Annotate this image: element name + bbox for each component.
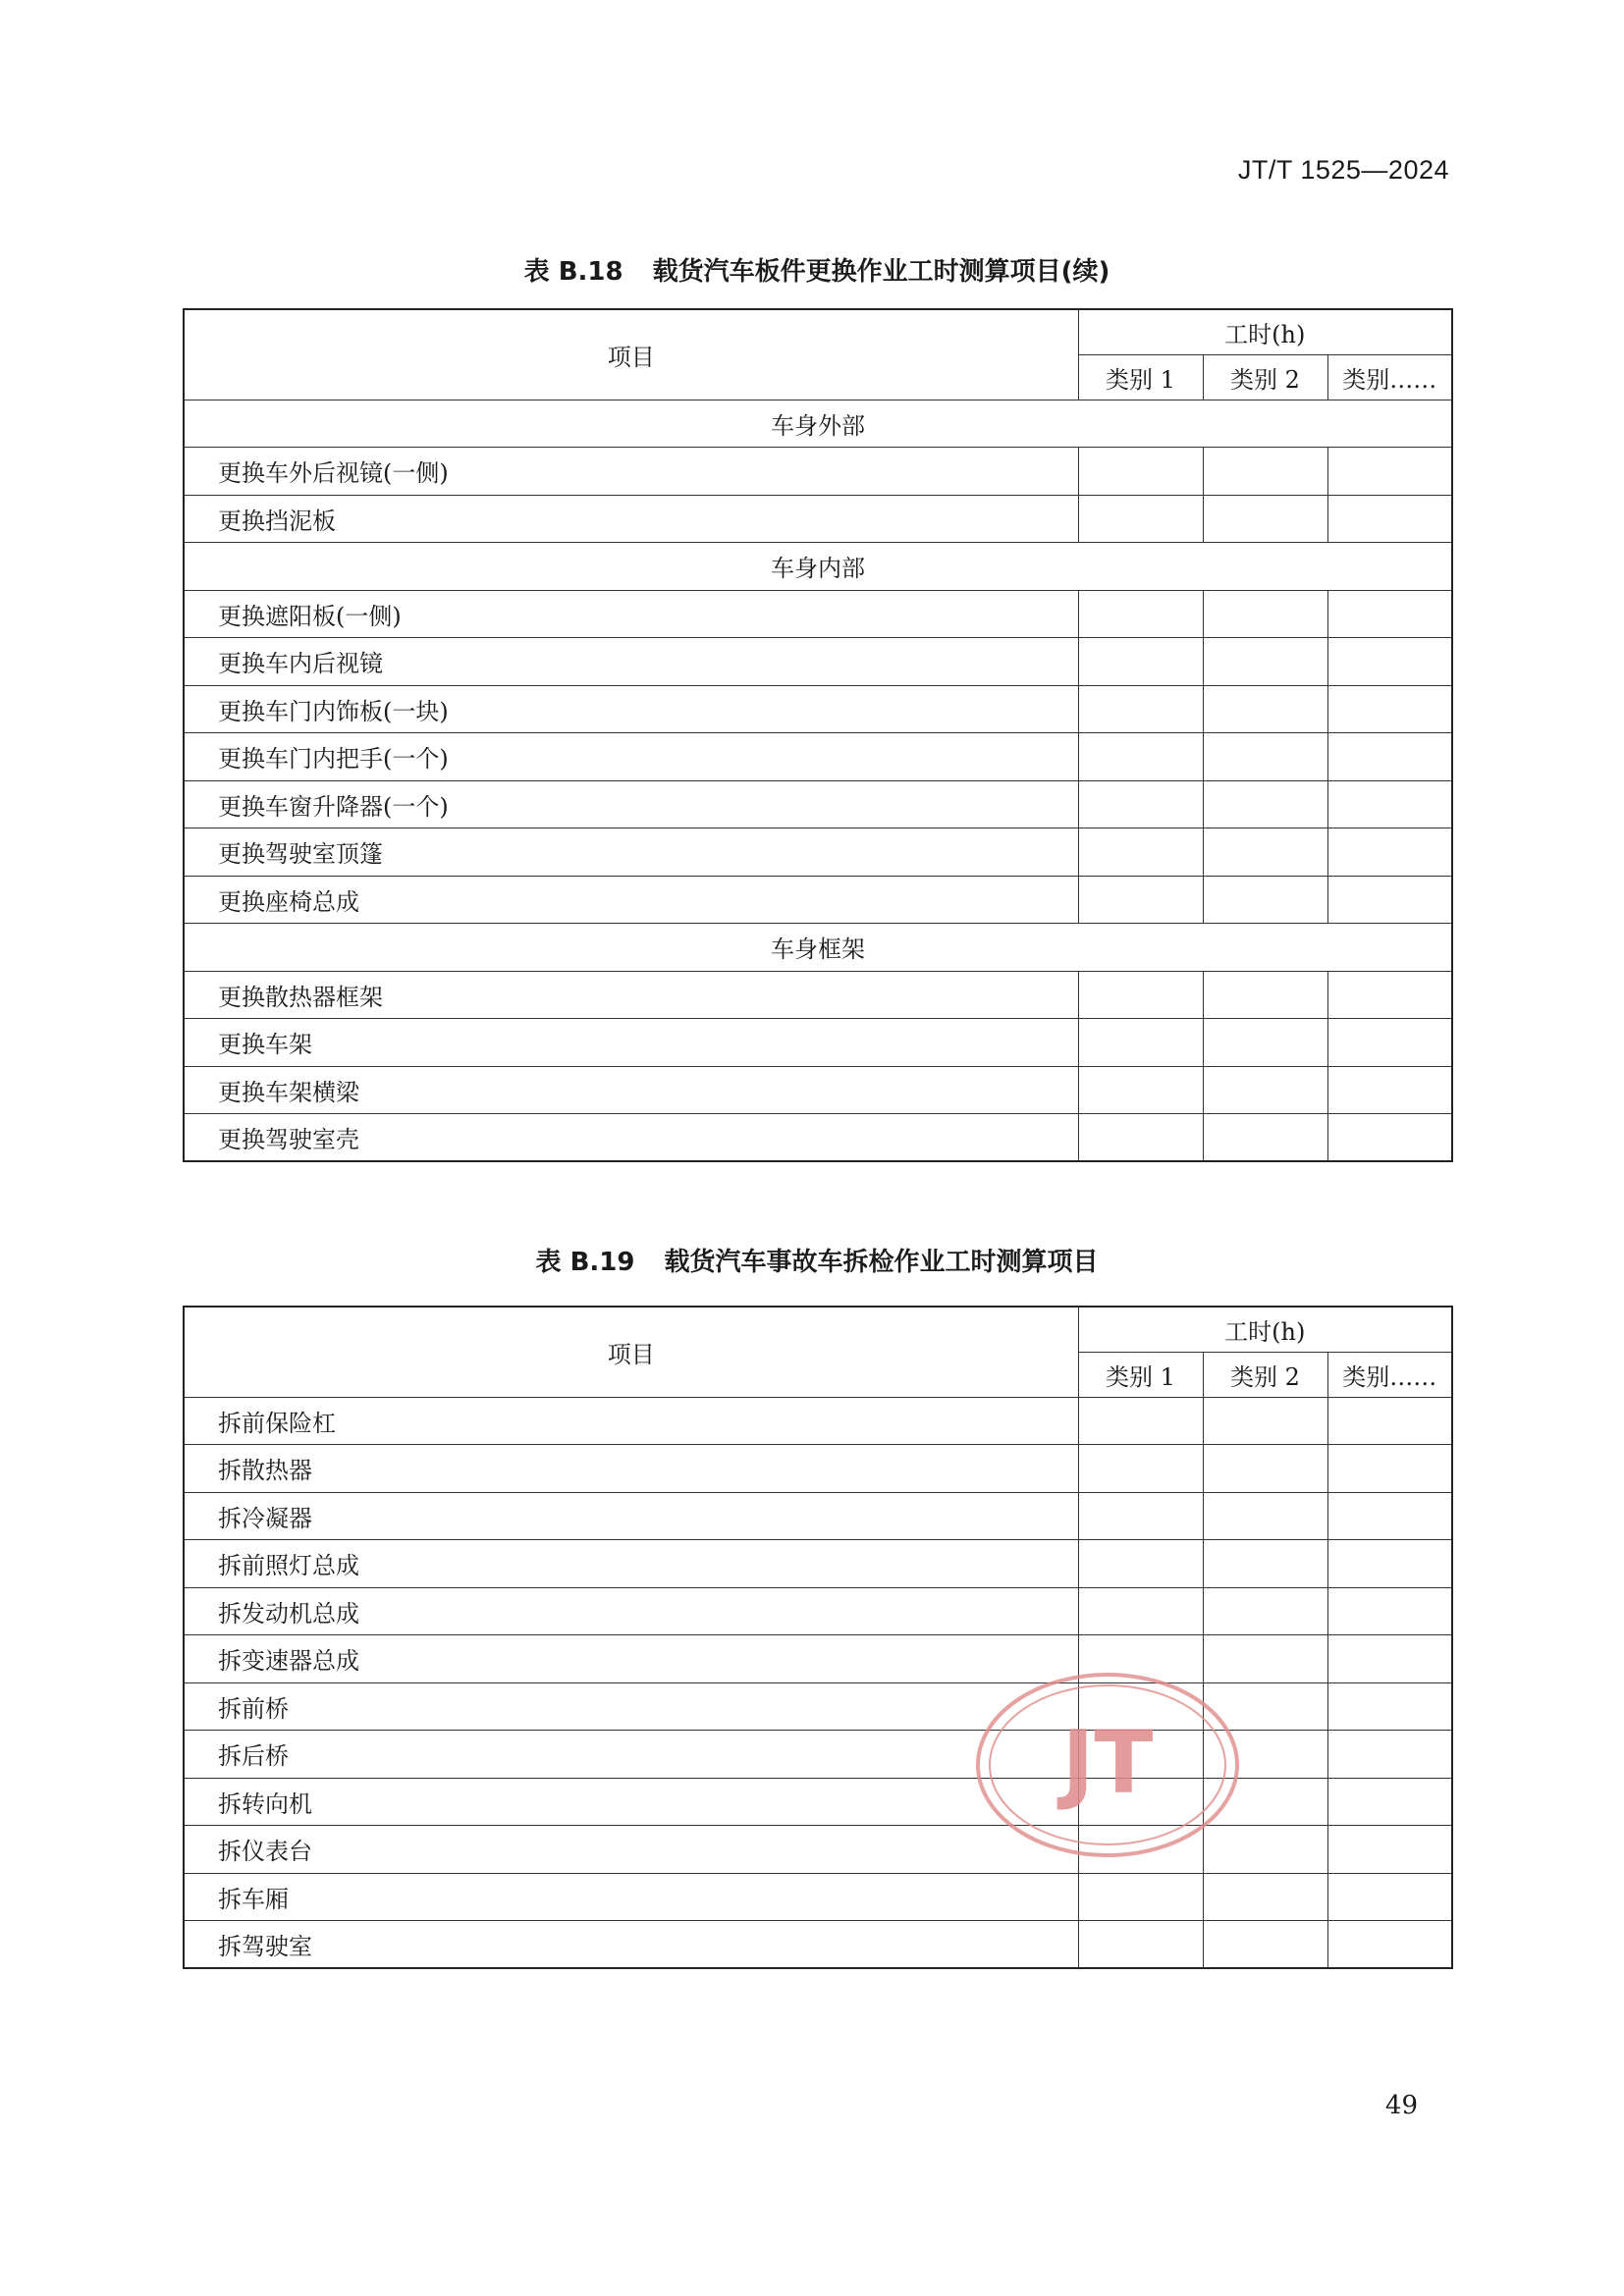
hours-cell [1327,971,1452,1019]
hours-cell [1203,780,1327,828]
item-label: 拆前保险杠 [184,1397,1078,1445]
section-title: 车身内部 [184,543,1452,591]
hours-cell [1327,1019,1452,1067]
hours-cell [1078,1540,1203,1588]
hours-cell [1078,1114,1203,1162]
section-title: 车身外部 [184,400,1452,448]
table-b19-body [184,1397,1452,1968]
table-row [184,1778,1452,1826]
item-label: 更换车外后视镜(一侧) [184,448,1078,496]
item-label: 拆变速器总成 [184,1635,1078,1683]
hours-cell [1327,733,1452,781]
item-label: 更换散热器框架 [184,971,1078,1019]
hours-cell [1203,1587,1327,1635]
hours-cell [1327,1731,1452,1779]
hours-cell [1327,828,1452,877]
seal-text: JT [1061,1712,1154,1813]
caption-number: 表 B.19 [535,1248,635,1277]
hours-cell [1078,1397,1203,1445]
item-label: 更换车门内把手(一个) [184,733,1078,781]
header-category-more: 类别…… [1327,1352,1452,1397]
table-row [184,876,1452,924]
hours-cell [1078,971,1203,1019]
item-label: 更换座椅总成 [184,876,1078,924]
standard-code: JT/T 1525—2024 [1237,155,1449,185]
table-row [184,495,1452,543]
table-row [184,638,1452,686]
hours-cell [1327,1066,1452,1114]
hours-cell [1327,1492,1452,1540]
section-row [184,543,1452,591]
table-row [184,448,1452,496]
hours-cell [1327,1778,1452,1826]
hours-cell [1203,1114,1327,1162]
item-label: 拆发动机总成 [184,1587,1078,1635]
hours-cell [1327,1587,1452,1635]
page-number: 49 [1384,2091,1418,2120]
header-item: 项目 [184,309,1078,400]
item-label: 拆后桥 [184,1731,1078,1779]
hours-cell [1327,638,1452,686]
item-label: 更换车内后视镜 [184,638,1078,686]
item-label: 更换车门内饰板(一块) [184,685,1078,733]
hours-cell [1203,448,1327,496]
table-row [184,685,1452,733]
caption-title: 载货汽车板件更换作业工时测算项目(续) [652,257,1110,287]
caption-title: 载货汽车事故车拆检作业工时测算项目 [664,1248,1099,1277]
table-b19-caption [183,1242,1451,1278]
hours-cell [1078,448,1203,496]
header-hours: 工时(h) [1078,309,1452,354]
hours-cell [1078,780,1203,828]
hours-cell [1327,448,1452,496]
hours-cell [1327,1682,1452,1731]
hours-cell [1078,495,1203,543]
header-category-2: 类别 2 [1203,1352,1327,1397]
section-row [184,400,1452,448]
table-b19 [183,1306,1453,1969]
hours-cell [1078,876,1203,924]
table-row [184,1019,1452,1067]
item-label: 拆转向机 [184,1778,1078,1826]
item-label: 更换车架横梁 [184,1066,1078,1114]
table-row [184,1682,1452,1731]
table-row [184,733,1452,781]
table-row [184,1492,1452,1540]
hours-cell [1078,1492,1203,1540]
hours-cell [1078,733,1203,781]
table-b18-caption [183,251,1451,288]
hours-cell [1203,1921,1327,1969]
item-label: 更换遮阳板(一侧) [184,590,1078,638]
table-row [184,1066,1452,1114]
hours-cell [1203,1540,1327,1588]
hours-cell [1078,638,1203,686]
hours-cell [1078,1445,1203,1493]
item-label: 更换车窗升降器(一个) [184,780,1078,828]
table-row [184,828,1452,877]
table-b18 [183,308,1453,1162]
item-label: 拆仪表台 [184,1826,1078,1874]
header-category-more: 类别…… [1327,354,1452,400]
hours-cell [1078,685,1203,733]
hours-cell [1327,1873,1452,1921]
item-label: 更换车架 [184,1019,1078,1067]
hours-cell [1078,590,1203,638]
hours-cell [1078,1019,1203,1067]
item-label: 拆散热器 [184,1445,1078,1493]
table-row [184,1114,1452,1162]
header-category-2: 类别 2 [1203,354,1327,400]
hours-cell [1327,1397,1452,1445]
item-label: 更换驾驶室壳 [184,1114,1078,1162]
caption-number: 表 B.18 [523,257,623,287]
hours-cell [1078,1921,1203,1969]
hours-cell [1203,733,1327,781]
section-row [184,924,1452,972]
item-label: 更换挡泥板 [184,495,1078,543]
hours-cell [1078,828,1203,877]
hours-cell [1327,780,1452,828]
header-category-1: 类别 1 [1078,1352,1203,1397]
hours-cell [1203,1066,1327,1114]
hours-cell [1203,685,1327,733]
item-label: 拆驾驶室 [184,1921,1078,1969]
hours-cell [1203,1397,1327,1445]
hours-cell [1078,1066,1203,1114]
hours-cell [1203,638,1327,686]
header-category-1: 类别 1 [1078,354,1203,400]
hours-cell [1327,1826,1452,1874]
hours-cell [1203,1445,1327,1493]
table-row [184,971,1452,1019]
table-row [184,1731,1452,1779]
hours-cell [1327,495,1452,543]
item-label: 拆冷凝器 [184,1492,1078,1540]
hours-cell [1203,1019,1327,1067]
table-row [184,1873,1452,1921]
hours-cell [1203,828,1327,877]
hours-cell [1078,1873,1203,1921]
hours-cell [1203,1492,1327,1540]
section-title: 车身框架 [184,924,1452,972]
table-row [184,1826,1452,1874]
item-label: 拆前照灯总成 [184,1540,1078,1588]
header-item: 项目 [184,1307,1078,1397]
hours-cell [1203,1873,1327,1921]
hours-cell [1327,685,1452,733]
hours-cell [1203,495,1327,543]
hours-cell [1327,876,1452,924]
item-label: 拆前桥 [184,1682,1078,1731]
hours-cell [1327,590,1452,638]
item-label: 更换驾驶室顶篷 [184,828,1078,877]
hours-cell [1327,1114,1452,1162]
table-row [184,590,1452,638]
hours-cell [1327,1921,1452,1969]
table-row [184,1587,1452,1635]
hours-cell [1078,1587,1203,1635]
table-row [184,1635,1452,1683]
header-hours: 工时(h) [1078,1307,1452,1352]
table-row [184,1397,1452,1445]
table-row [184,1540,1452,1588]
table-b18-body [184,400,1452,1161]
item-label: 拆车厢 [184,1873,1078,1921]
hours-cell [1327,1635,1452,1683]
hours-cell [1203,876,1327,924]
hours-cell [1327,1445,1452,1493]
hours-cell [1203,971,1327,1019]
table-row [184,1445,1452,1493]
table-row [184,1921,1452,1969]
hours-cell [1203,590,1327,638]
jt-seal-watermark [972,1669,1243,1861]
table-row [184,780,1452,828]
hours-cell [1327,1540,1452,1588]
